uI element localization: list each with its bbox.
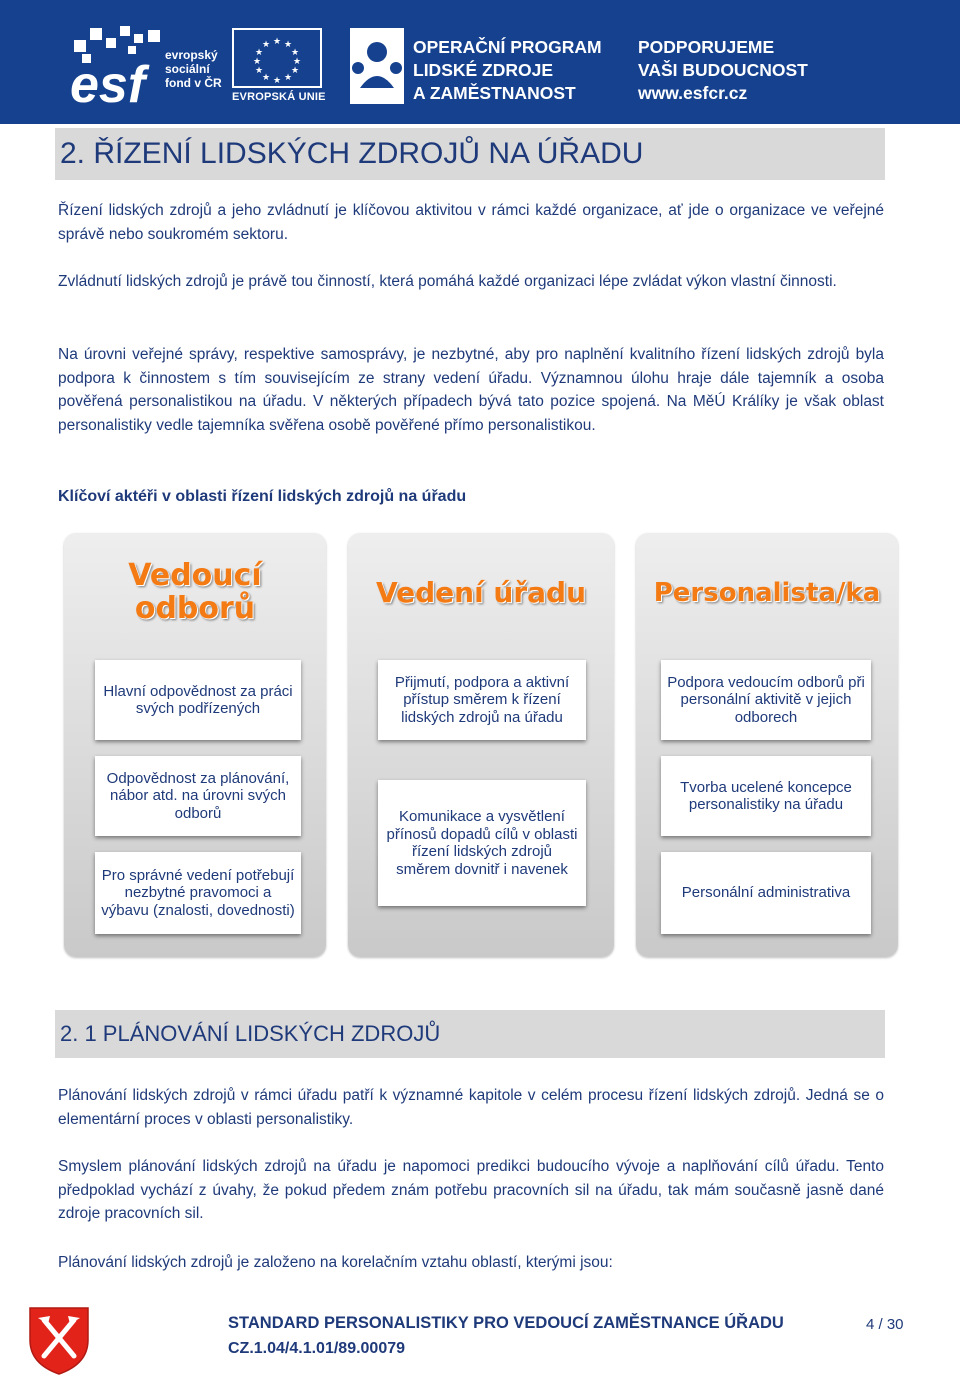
- actor-box: Tvorba ucelené koncepce personalistiky na úřadu: [661, 756, 871, 836]
- svg-text:★: ★: [272, 36, 282, 46]
- eu-label: EVROPSKÁ UNIE: [232, 91, 326, 103]
- esf-letters: esf: [70, 56, 146, 108]
- paragraph: Plánování lidských zdrojů je založeno na korelačním vztahu oblastí, kterými jsou:: [58, 1254, 613, 1271]
- esf-subtitle: [165, 48, 222, 90]
- svg-text:★: ★: [290, 65, 300, 75]
- page-number: 4 / 30: [866, 1316, 904, 1333]
- footer-project-code: CZ.1.04/4.1.01/89.00079: [228, 1340, 406, 1357]
- column-title: Personalista/ka: [653, 578, 881, 608]
- svg-text:★: ★: [283, 72, 293, 82]
- svg-text:★: ★: [254, 47, 264, 57]
- column-title: [64, 559, 326, 625]
- actor-box: Personální administrativa: [661, 852, 871, 934]
- svg-text:★: ★: [272, 75, 282, 85]
- paragraph: Zvládnutí lidských zdrojů je právě tou činností, která pomáhá každé organizaci lépe zvládat výkon vlastní činnosti.: [58, 273, 837, 290]
- actor-box: Komunikace a vysvětlení přínosů dopadů cílů v oblasti řízení lidských zdrojů směrem dovnitř i navenek: [378, 780, 586, 906]
- op-program-text: [413, 36, 602, 105]
- footer-title: STANDARD PERSONALISTIKY PRO VEDOUCÍ ZAMĚSTNANCE ÚŘADU: [228, 1314, 784, 1332]
- svg-text:★: ★: [292, 56, 302, 66]
- paragraph: Řízení lidských zdrojů a jeho zvládnutí je klíčovou aktivitou v rámci každé organizace, ať jde o organizace ve veřejné správě nebo soukromém sektoru.: [58, 202, 884, 243]
- svg-text:★: ★: [283, 39, 293, 49]
- esf-sub-line: fond v ČR: [165, 76, 222, 90]
- actor-box: Hlavní odpovědnost za práci svých podřízených: [95, 660, 301, 740]
- op-line: A ZAMĚSTNANOST: [413, 83, 576, 103]
- actor-box: Přijmutí, podpora a aktivní přístup směrem k řízení lidských zdrojů na úřadu: [378, 660, 586, 740]
- actor-box: Pro správné vedení potřebují nezbytné pravomoci a výbavu (znalosti, dovednosti): [95, 852, 301, 934]
- column-title-line: odborů: [134, 591, 256, 626]
- section-heading: 2. 1 PLÁNOVÁNÍ LIDSKÝCH ZDROJŮ: [55, 1010, 885, 1058]
- op-puzzle-logo: [350, 28, 404, 104]
- paragraph: Smyslem plánování lidských zdrojů na úřadu je napomoci predikci budoucího vývoje a naplňování cílů úřadu. Tento předpoklad vychází z úvahy, že pokud předem znám potřebu pracovních sil na úřadu, tak mám současně jasně dané zdroje pracovních sil.: [58, 1158, 884, 1222]
- column-title: Vedení úřadu: [375, 576, 587, 609]
- op-line: OPERAČNÍ PROGRAM: [413, 37, 602, 57]
- svg-text:★: ★: [261, 72, 271, 82]
- actor-box: Odpovědnost za plánování, nábor atd. na úrovni svých odborů: [95, 756, 301, 836]
- town-crest-icon: [28, 1306, 90, 1376]
- slogan-line: VAŠI BUDOUCNOST: [638, 60, 808, 80]
- op-line: LIDSKÉ ZDROJE: [413, 60, 554, 80]
- section-heading: 2. ŘÍZENÍ LIDSKÝCH ZDROJŮ NA ÚŘADU: [55, 128, 885, 180]
- actor-box: Podpora vedoucím odborů při personální aktivitě v jejich odborech: [661, 660, 871, 740]
- esf-sub-line: sociální: [165, 62, 210, 76]
- svg-text:★: ★: [254, 65, 264, 75]
- slogan-text: [638, 36, 808, 105]
- paragraph: Plánování lidských zdrojů v rámci úřadu patří k významné kapitole v celém procesu řízení lidských zdrojů. Jedná se o elementární proces v oblasti personalistiky.: [58, 1087, 884, 1128]
- svg-text:★: ★: [261, 39, 271, 49]
- paragraph: Na úrovni veřejné správy, respektive samosprávy, je nezbytné, aby pro naplnění kvalitního řízení lidských zdrojů byla podpora k činnostem s tím souvisejícím ze strany vedení úřadu. Významnou úlohu hraje dále tajemník a osoba pověřená personalistikou na úřadu. V některých případech bývá tato pozice spojená. Na MěÚ Králíky je však oblast personalistiky vedle tajemníka svěřena osobě pověřené přímo personalistikou.: [58, 346, 884, 434]
- esf-sub-line: evropský: [165, 48, 218, 62]
- column-title-line: Vedoucí: [128, 558, 262, 593]
- header-banner: [0, 0, 960, 124]
- diagram-caption: Klíčoví aktéři v oblasti řízení lidských zdrojů na úřadu: [58, 488, 467, 505]
- slogan-line: PODPORUJEME: [638, 37, 775, 57]
- svg-text:★: ★: [290, 47, 300, 57]
- svg-text:★: ★: [252, 56, 262, 66]
- esf-website-link[interactable]: www.esfcr.cz: [638, 83, 748, 103]
- eu-flag-icon: [232, 28, 322, 88]
